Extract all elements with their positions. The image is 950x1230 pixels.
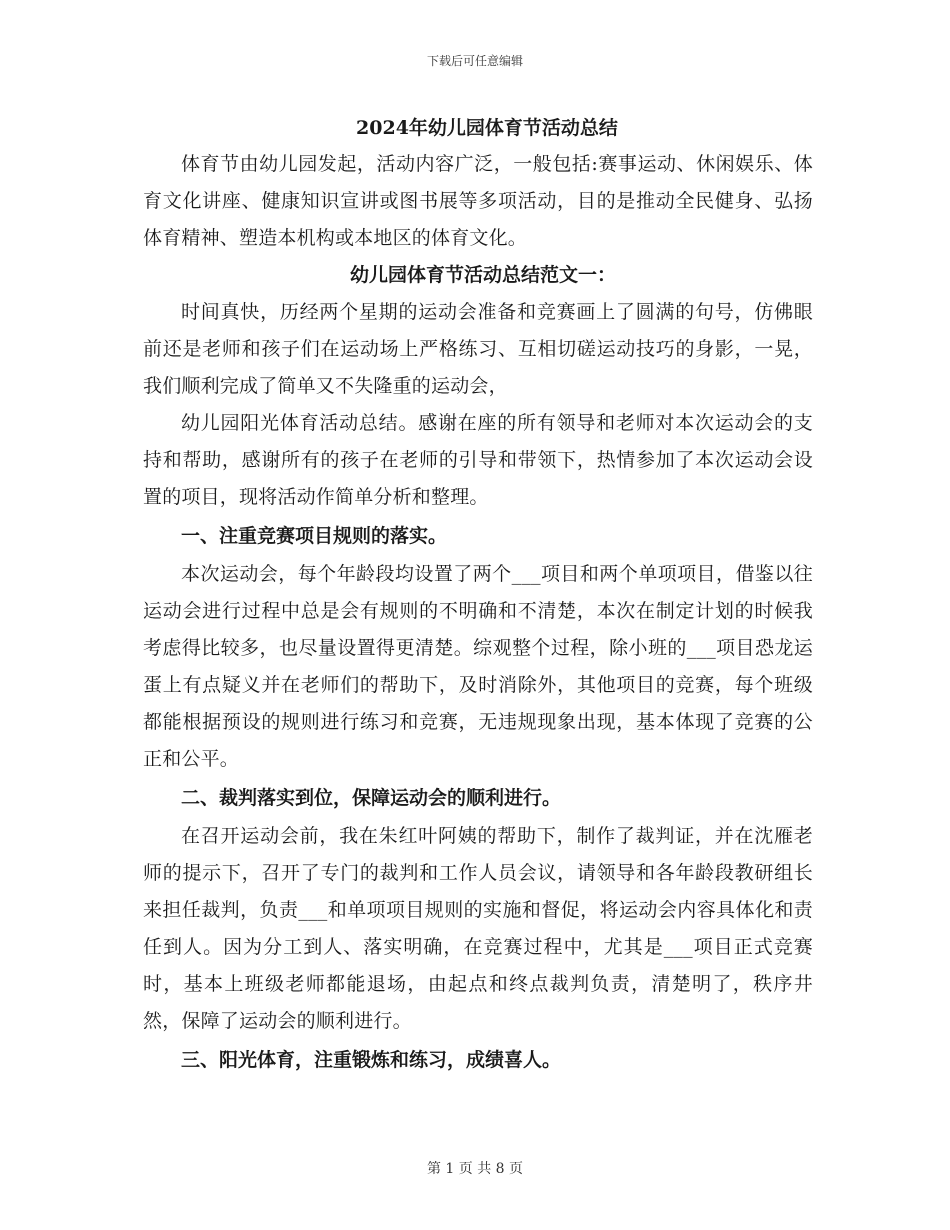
- document-body: [143, 110, 813, 1080]
- heading-2: 二、裁判落实到位，保障运动会的顺利进行。: [181, 787, 562, 809]
- header-note: 下载后可任意编辑: [426, 54, 523, 68]
- paragraph-4: 在召开运动会前，我在朱红叶阿姨的帮助下，制作了裁判证，并在沈雁老师的提示下，召开了专门的裁判和工作人员会议，请领导和各年龄段教研组长来担任裁判，负责___和单项项目规则的实施和督促，将运动会内容具体化和责任到人。因为分工到人、落实明确，在竞赛过程中，尤其是___项目正式竞赛时，基本上班级老师都能退场，由起点和终点裁判负责，清楚明了，秩序井然，保障了运动会的顺利进行。: [143, 825, 813, 1032]
- paragraph-1: 时间真快，历经两个星期的运动会准备和竞赛画上了圆满的句号，仿佛眼前还是老师和孩子们在运动场上严格练习、互相切磋运动技巧的身影，一晃，我们顺利完成了简单又不失隆重的运动会，: [143, 301, 813, 397]
- page-number: 第 1 页 共 8 页: [426, 1161, 524, 1177]
- intro-paragraph: 体育节由幼儿园发起，活动内容广泛，一般包括:赛事运动、休闲娱乐、体育文化讲座、健康知识宣讲或图书展等多项活动，目的是推动全民健身、弘扬体育精神、塑造本机构或本地区的体育文化。: [143, 153, 813, 249]
- heading-1: 一、注重竞赛项目规则的落实。: [181, 525, 448, 547]
- section-subtitle: 幼儿园体育节活动总结范文一：: [349, 264, 616, 286]
- heading-3: 三、阳光体育，注重锻炼和练习，成绩喜人。: [181, 1049, 562, 1071]
- paragraph-2: 幼儿园阳光体育活动总结。感谢在座的所有领导和老师对本次运动会的支持和帮助，感谢所有的孩子在老师的引导和带领下，热情参加了本次运动会设置的项目，现将活动作简单分析和整理。: [143, 412, 813, 508]
- document-title: 2024年幼儿园体育节活动总结: [356, 117, 618, 139]
- paragraph-3: 本次运动会，每个年龄段均设置了两个___项目和两个单项项目，借鉴以往运动会进行过程中总是会有规则的不明确和不清楚，本次在制定计划的时候我考虑得比较多，也尽量设置得更清楚。综观整个过程，除小班的___项目恐龙运蛋上有点疑义并在老师们的帮助下，及时消除外，其他项目的竞赛，每个班级都能根据预设的规则进行练习和竞赛，无违规现象出现，基本体现了竞赛的公正和公平。: [143, 563, 813, 770]
